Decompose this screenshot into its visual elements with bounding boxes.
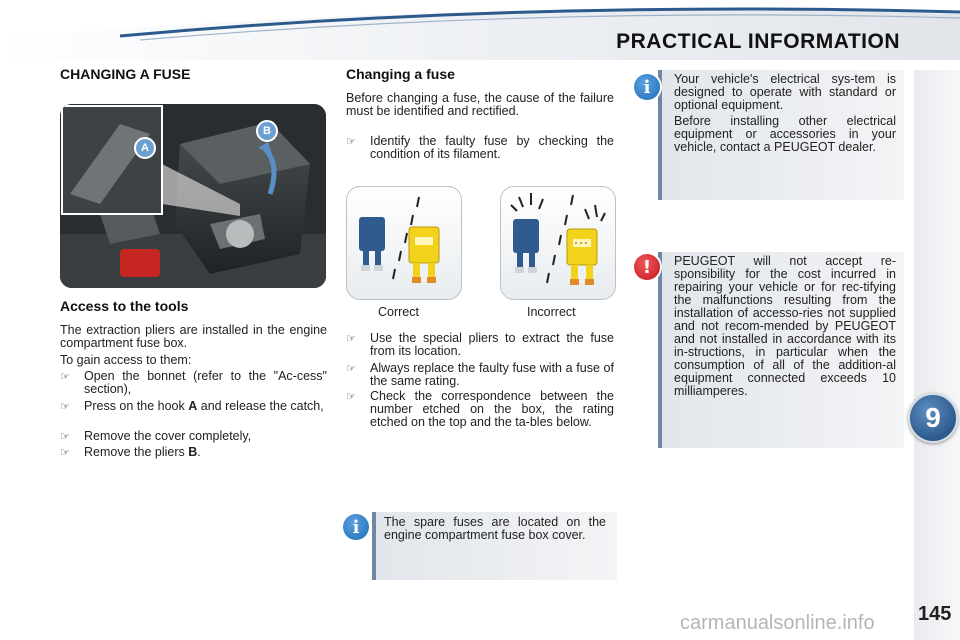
changing-bullet-text: Use the special pliers to extract the fuse from its location.	[370, 331, 614, 358]
pointing-finger-icon: ☞	[346, 390, 356, 403]
page-number: 145	[918, 603, 952, 625]
callout-b: B	[256, 120, 278, 142]
callout-a: A	[134, 137, 156, 159]
pliers-label: B	[188, 445, 198, 459]
chapter-tab	[914, 70, 960, 640]
access-bullet-text: and release the catch,	[197, 399, 324, 413]
spare-fuses-text: The spare fuses are located on the engine compartment fuse box cover.	[384, 515, 606, 542]
changing-bullet-text: Check the correspondence between the number etched on the box, the rating etched on the top and the ta-bles below.	[370, 389, 614, 429]
fuse-correct-illustration	[346, 186, 462, 300]
page-header-title: PRACTICAL INFORMATION	[616, 30, 900, 53]
access-bullet-text: .	[197, 445, 201, 459]
changing-intro: Before changing a fuse, the cause of the failure must be identified and rectified.	[346, 91, 614, 118]
pointing-finger-icon: ☞	[346, 332, 356, 345]
section-title: CHANGING A FUSE	[60, 66, 191, 82]
access-bullet	[60, 400, 327, 413]
caption-correct: Correct	[378, 305, 419, 319]
chapter-badge: 9	[908, 393, 958, 443]
changing-bullet	[346, 332, 614, 358]
access-bullet	[60, 370, 327, 396]
changing-title: Changing a fuse	[346, 66, 455, 82]
changing-bullet	[346, 362, 614, 388]
access-bullet-text: Press on the hook	[84, 399, 189, 413]
access-bullet-text: Remove the cover completely,	[84, 429, 252, 443]
info-icon: i	[634, 74, 660, 100]
changing-bullet-text: Always replace the faulty fuse with a fuse of the same rating.	[370, 361, 614, 388]
warning-note	[658, 252, 904, 448]
fuse-incorrect-illustration	[500, 186, 616, 300]
pointing-finger-icon: ☞	[60, 370, 70, 383]
spare-fuses-note	[372, 512, 617, 580]
pointing-finger-icon: ☞	[346, 135, 356, 148]
changing-bullet-text: Identify the faulty fuse by checking the condition of its filament.	[370, 134, 614, 161]
electrical-info-note	[658, 70, 904, 200]
pointing-finger-icon: ☞	[60, 446, 70, 459]
pointing-finger-icon: ☞	[60, 430, 70, 443]
access-title: Access to the tools	[60, 298, 189, 314]
warning-text: PEUGEOT will not accept re-sponsibility for the cost incurred in repairing your vehicle or for rec-tifying the malfunctions resulting from the installation of accesso-ries not supplied and not recom-mended by PEUGEOT and not installed in accordance with its in-structions, in particular when the consumption of all of the addition-al equipment connected exceeds 10 milliamperes.	[674, 254, 896, 398]
watermark: carmanualsonline.info	[680, 612, 875, 634]
info-text-2: Before installing other electrical equipment or accessories in your vehicle, contact a PEUGEOT dealer.	[674, 114, 896, 154]
hook-label: A	[188, 399, 198, 413]
exclamation-icon: !	[634, 254, 660, 280]
access-bullet-text: Open the bonnet (refer to the "Ac-cess" section),	[84, 369, 327, 396]
changing-bullet	[346, 390, 614, 429]
access-bullet	[60, 446, 327, 459]
info-text-1: Your vehicle's electrical sys-tem is designed to operate with standard or optional equipment.	[674, 72, 896, 112]
access-intro: The extraction pliers are installed in the engine compartment fuse box.	[60, 323, 327, 350]
access-bullet	[60, 430, 327, 443]
access-bullet-text: Remove the pliers	[84, 445, 189, 459]
changing-bullet	[346, 135, 614, 161]
caption-incorrect: Incorrect	[527, 305, 576, 319]
access-gain: To gain access to them:	[60, 353, 192, 367]
info-icon: i	[343, 514, 369, 540]
pointing-finger-icon: ☞	[60, 400, 70, 413]
engine-fuse-box-photo	[60, 104, 326, 288]
pointing-finger-icon: ☞	[346, 362, 356, 375]
